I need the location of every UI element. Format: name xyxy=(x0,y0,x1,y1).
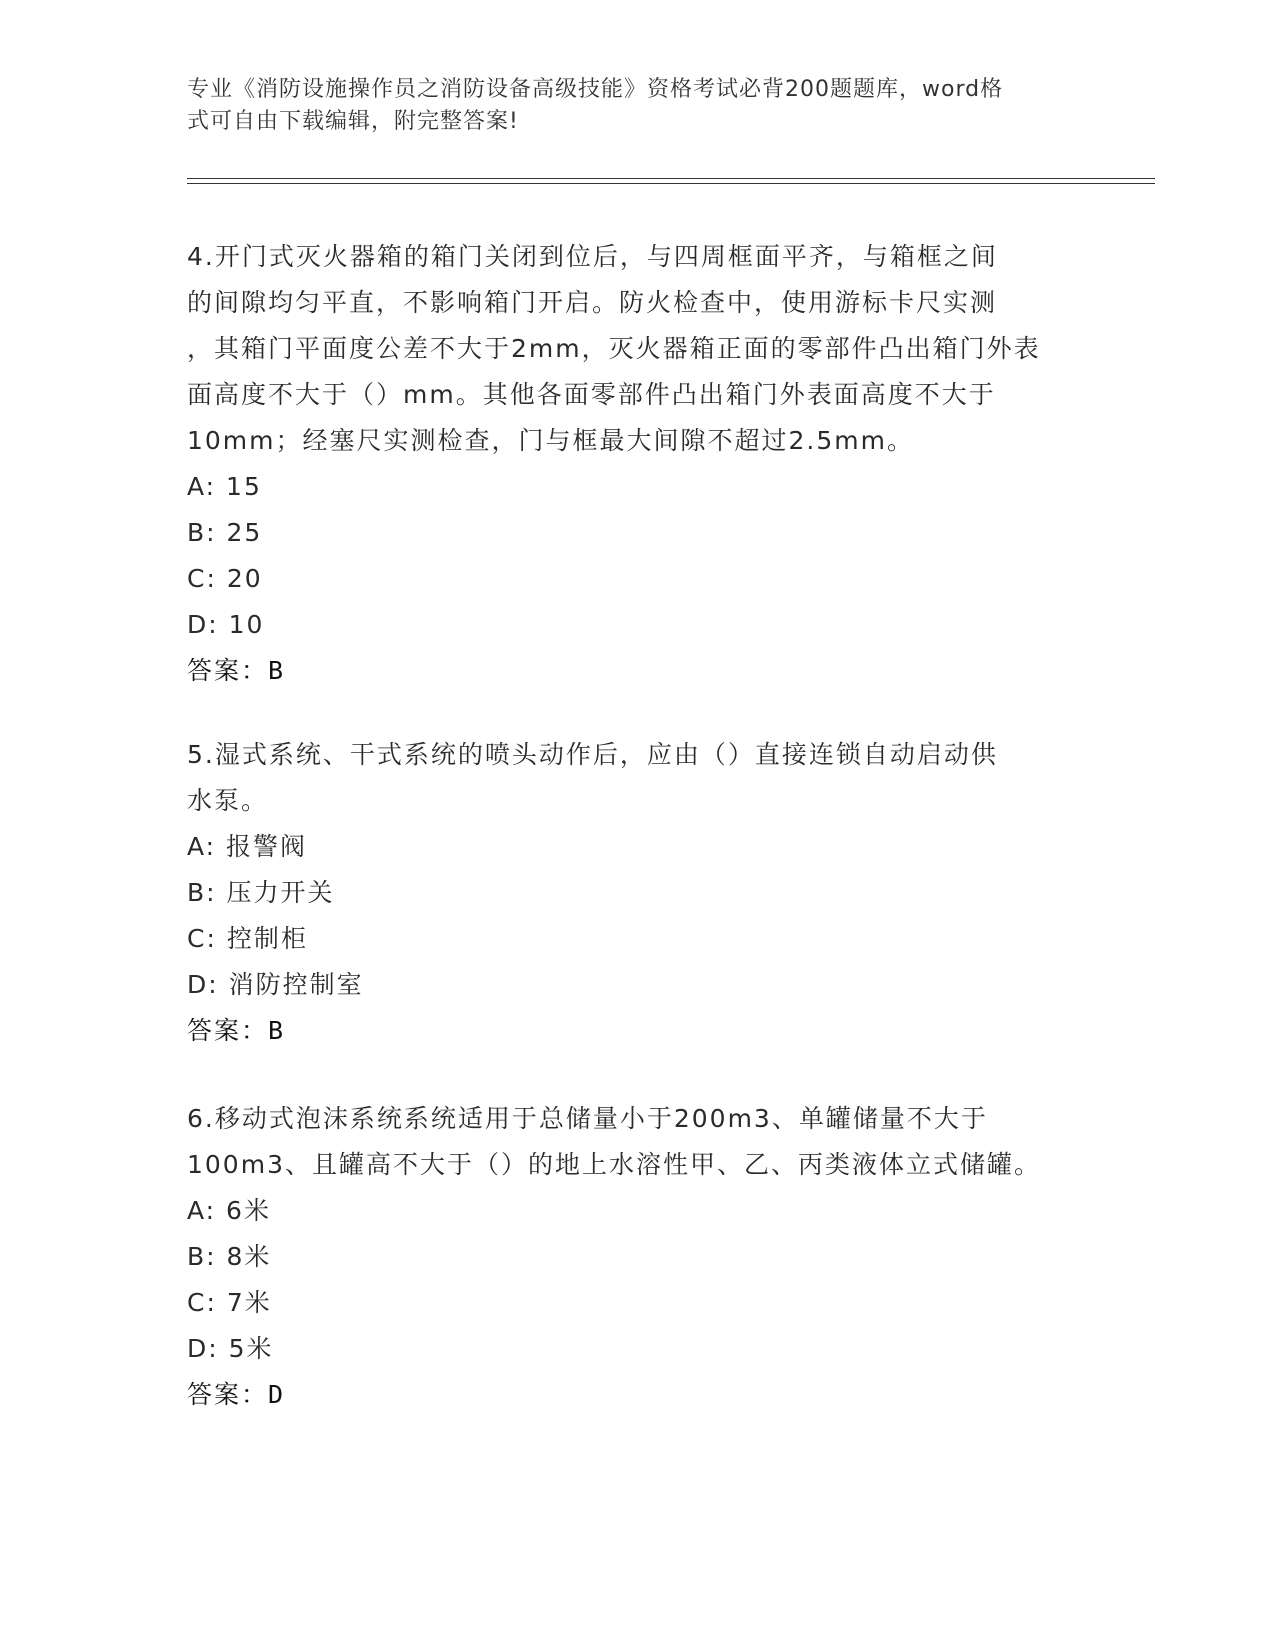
question-5-option-b: B: 压力开关 xyxy=(187,878,335,907)
question-5-line-2: 水泵。 xyxy=(187,786,269,815)
question-6 xyxy=(187,1096,1087,1418)
question-4-option-c: C: 20 xyxy=(187,564,263,593)
question-5-option-d: D: 消防控制室 xyxy=(187,970,364,999)
question-5-line-1: 5.湿式系统、干式系统的喷头动作后，应由（）直接连锁自动启动供 xyxy=(187,740,998,769)
header-divider-bottom xyxy=(187,183,1155,184)
question-6-answer: 答案：D xyxy=(187,1380,286,1409)
question-4-line-1: 4.开门式灭火器箱的箱门关闭到位后，与四周框面平齐，与箱框之间 xyxy=(187,242,998,271)
question-4-option-a: A: 15 xyxy=(187,472,262,501)
question-6-option-a: A: 6米 xyxy=(187,1196,271,1225)
question-6-option-d: D: 5米 xyxy=(187,1334,274,1363)
question-6-line-2: 100m3、且罐高不大于（）的地上水溶性甲、乙、丙类液体立式储罐。 xyxy=(187,1150,1041,1179)
question-6-option-c: C: 7米 xyxy=(187,1288,272,1317)
question-4-option-d: D: 10 xyxy=(187,610,265,639)
question-5-option-a: A: 报警阀 xyxy=(187,832,308,861)
question-5-answer: 答案：B xyxy=(187,1016,286,1045)
question-4-line-4: 面高度不大于（）mm。其他各面零部件凸出箱门外表面高度不大于 xyxy=(187,380,996,409)
question-4-answer: 答案：B xyxy=(187,656,286,685)
question-4-line-5: 10mm；经塞尺实测检查，门与框最大间隙不超过2.5mm。 xyxy=(187,426,914,455)
question-5 xyxy=(187,732,1087,1054)
header-divider-top xyxy=(187,178,1155,179)
question-4 xyxy=(187,234,1087,694)
header-line-1: 专业《消防设施操作员之消防设备高级技能》资格考试必背200题题库，word格 xyxy=(187,77,1004,102)
document-header xyxy=(187,74,1067,138)
question-6-line-1: 6.移动式泡沫系统系统适用于总储量小于200m3、单罐储量不大于 xyxy=(187,1104,988,1133)
question-4-option-b: B: 25 xyxy=(187,518,263,547)
question-6-option-b: B: 8米 xyxy=(187,1242,272,1271)
question-5-option-c: C: 控制柜 xyxy=(187,924,308,953)
question-4-line-3: ，其箱门平面度公差不大于2mm，灭火器箱正面的零部件凸出箱门外表 xyxy=(187,334,1041,363)
header-line-2: 式可自由下载编辑，附完整答案! xyxy=(187,109,519,134)
question-4-line-2: 的间隙均匀平直，不影响箱门开启。防火检查中，使用游标卡尺实测 xyxy=(187,288,998,317)
